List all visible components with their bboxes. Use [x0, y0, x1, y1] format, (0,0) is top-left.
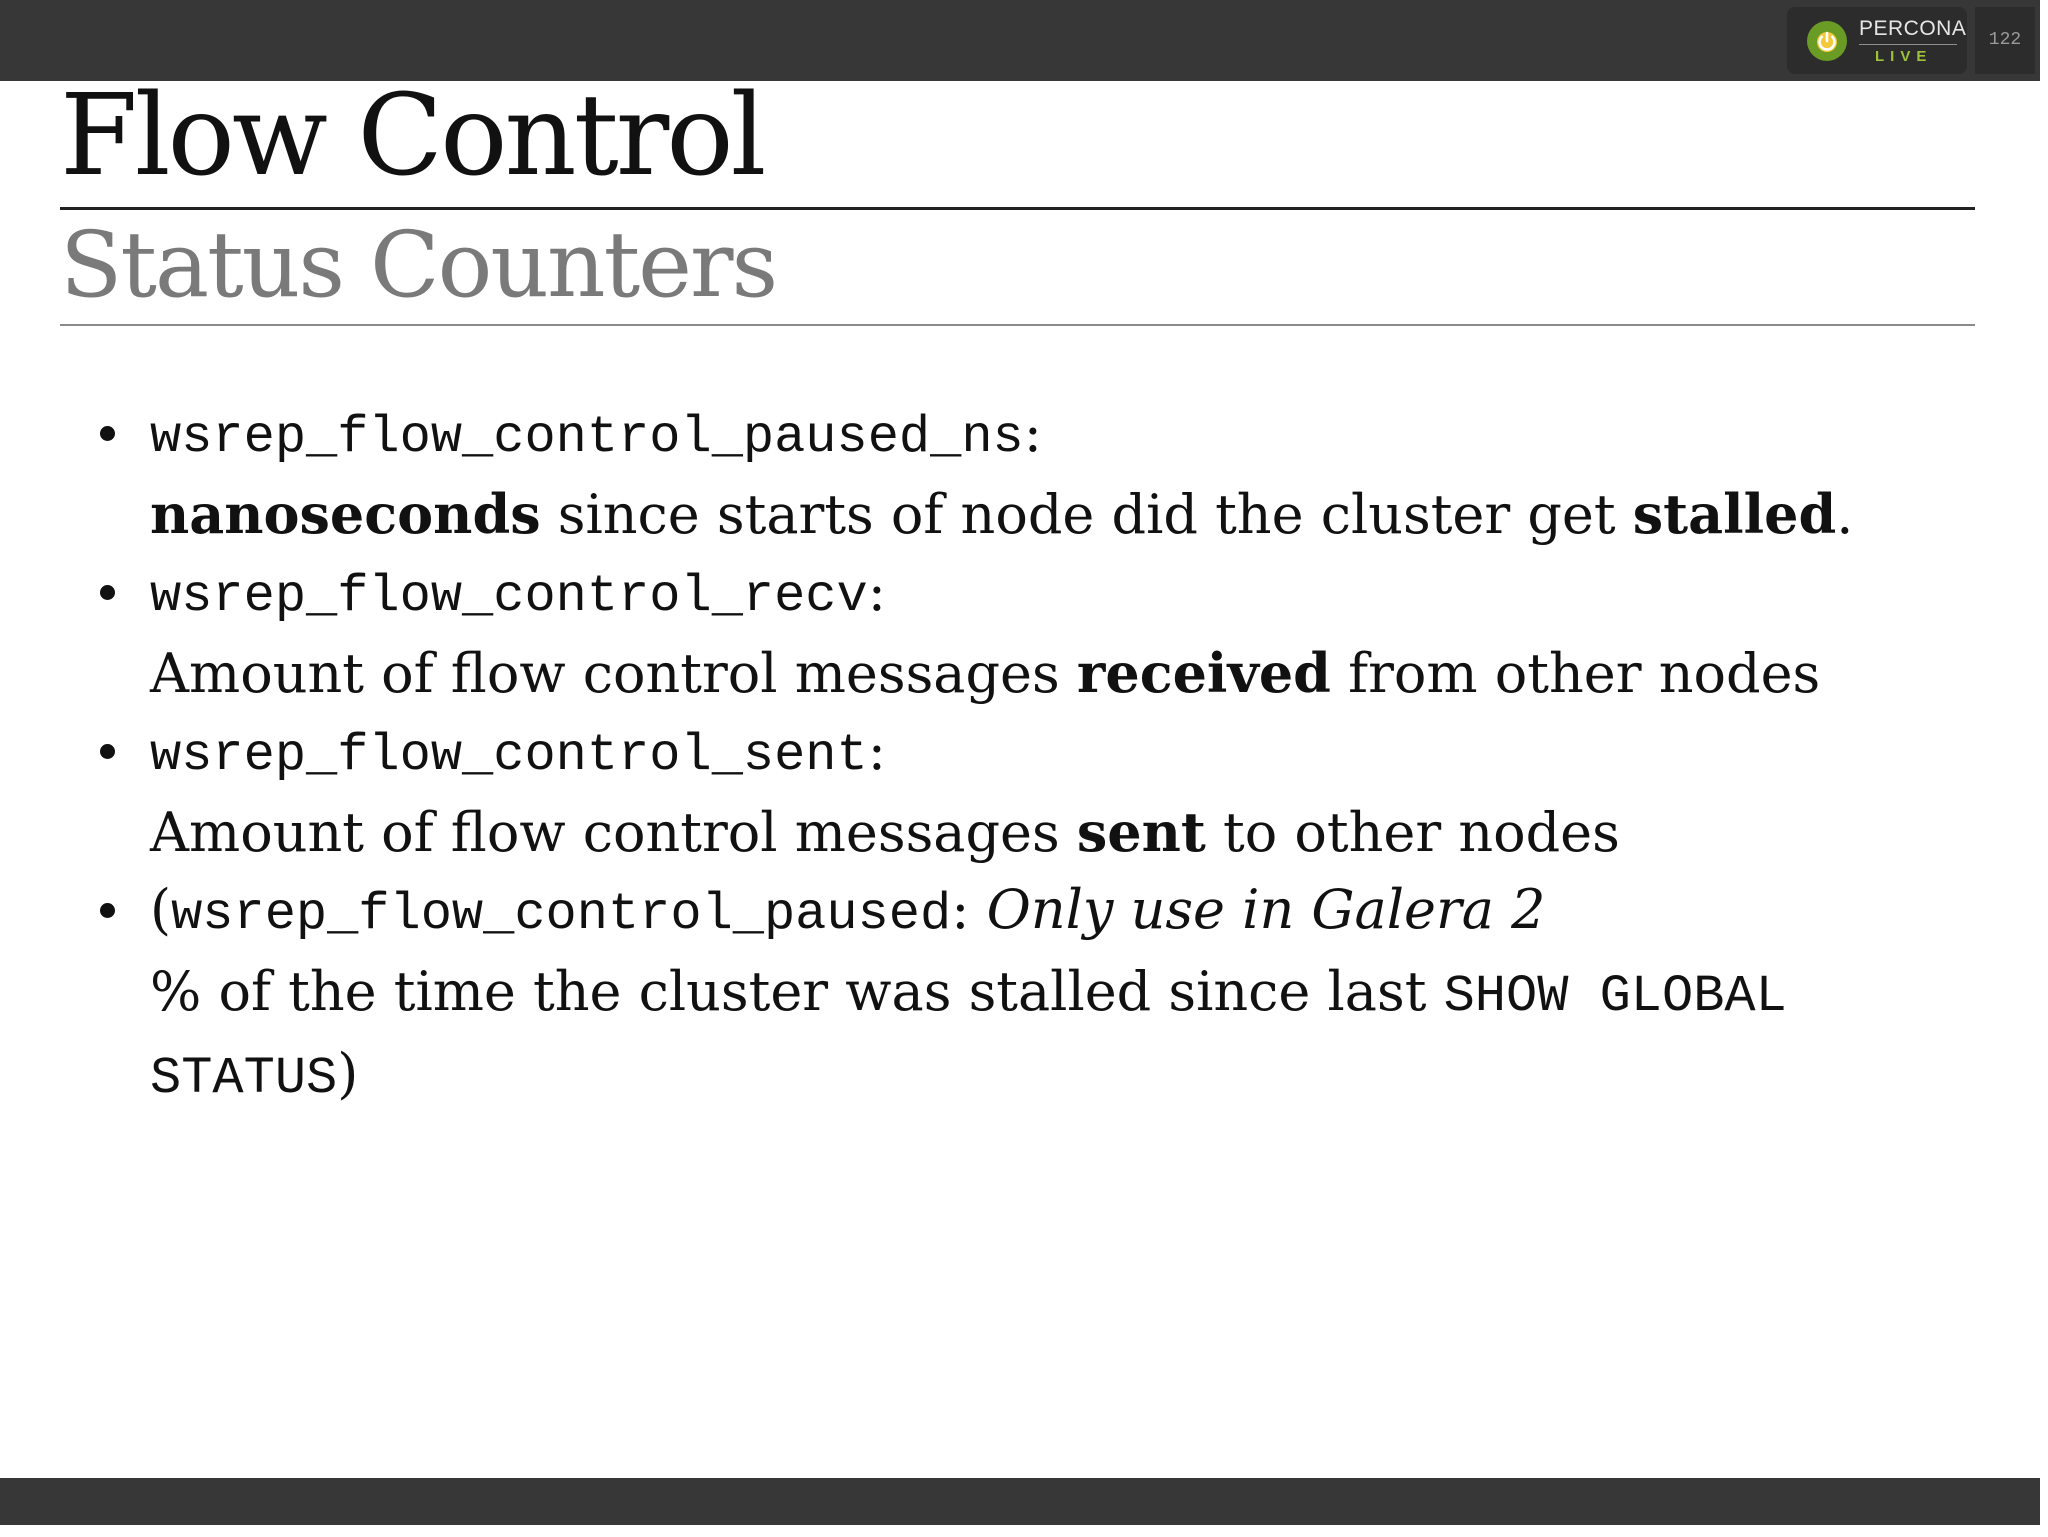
item-description	[150, 635, 1970, 712]
description-text: .	[1836, 483, 1854, 546]
item-term	[150, 553, 1970, 635]
emphasis: stalled	[1632, 482, 1837, 546]
list-item	[90, 553, 1970, 712]
logo-divider	[1859, 44, 1957, 45]
item-description	[150, 953, 1970, 1117]
item-colon: :	[951, 878, 987, 941]
emphasis: nanoseconds	[150, 482, 541, 546]
item-colon: :	[867, 719, 886, 782]
item-colon: :	[867, 560, 886, 623]
slide-title: Flow Control	[60, 71, 764, 201]
item-description	[150, 794, 1970, 871]
emphasis: sent	[1076, 800, 1206, 864]
item-term	[150, 871, 1970, 953]
list-item	[90, 871, 1970, 1117]
status-variable: wsrep_flow_control_paused_ns	[150, 408, 1024, 467]
item-term	[150, 712, 1970, 794]
bullet-icon	[100, 585, 115, 600]
logo-subword: LIVE	[1875, 48, 1933, 65]
galera-note: Only use in Galera 2	[986, 878, 1546, 941]
power-icon	[1807, 21, 1847, 61]
item-term	[150, 394, 1970, 476]
item-description	[150, 476, 1970, 553]
list-item	[90, 394, 1970, 553]
description-text: Amount of flow control messages	[150, 801, 1077, 864]
list-item	[90, 712, 1970, 871]
close-paren: )	[337, 1042, 359, 1105]
bottom-bar	[0, 1478, 2040, 1525]
item-colon: :	[1023, 401, 1042, 464]
status-variable: wsrep_flow_control_recv	[150, 567, 868, 626]
bullet-icon	[100, 744, 115, 759]
status-variable: wsrep_flow_control_sent	[150, 726, 868, 785]
slide-subtitle: Status Counters	[60, 213, 777, 318]
description-text: from other nodes	[1330, 642, 1821, 705]
bullet-icon	[100, 903, 115, 918]
bullet-icon	[100, 426, 115, 441]
description-text: Amount of flow control messages	[150, 642, 1077, 705]
sql-command: SHOW GLOBAL STATUS	[150, 967, 1787, 1108]
open-paren: (	[150, 878, 172, 941]
status-variable: wsrep_flow_control_paused	[171, 885, 952, 944]
page-number-box	[1975, 7, 2035, 74]
percona-live-logo	[1787, 7, 1967, 74]
description-text: to other nodes	[1205, 801, 1620, 864]
description-text: since starts of node did the cluster get	[540, 483, 1633, 546]
emphasis: received	[1076, 641, 1331, 705]
subtitle-rule	[60, 324, 1975, 326]
description-text: % of the time the cluster was stalled since last	[150, 960, 1444, 1023]
logo-word: PERCONA	[1859, 17, 1967, 40]
bullet-list	[90, 394, 1970, 1117]
page-number: 122	[1988, 30, 2022, 50]
